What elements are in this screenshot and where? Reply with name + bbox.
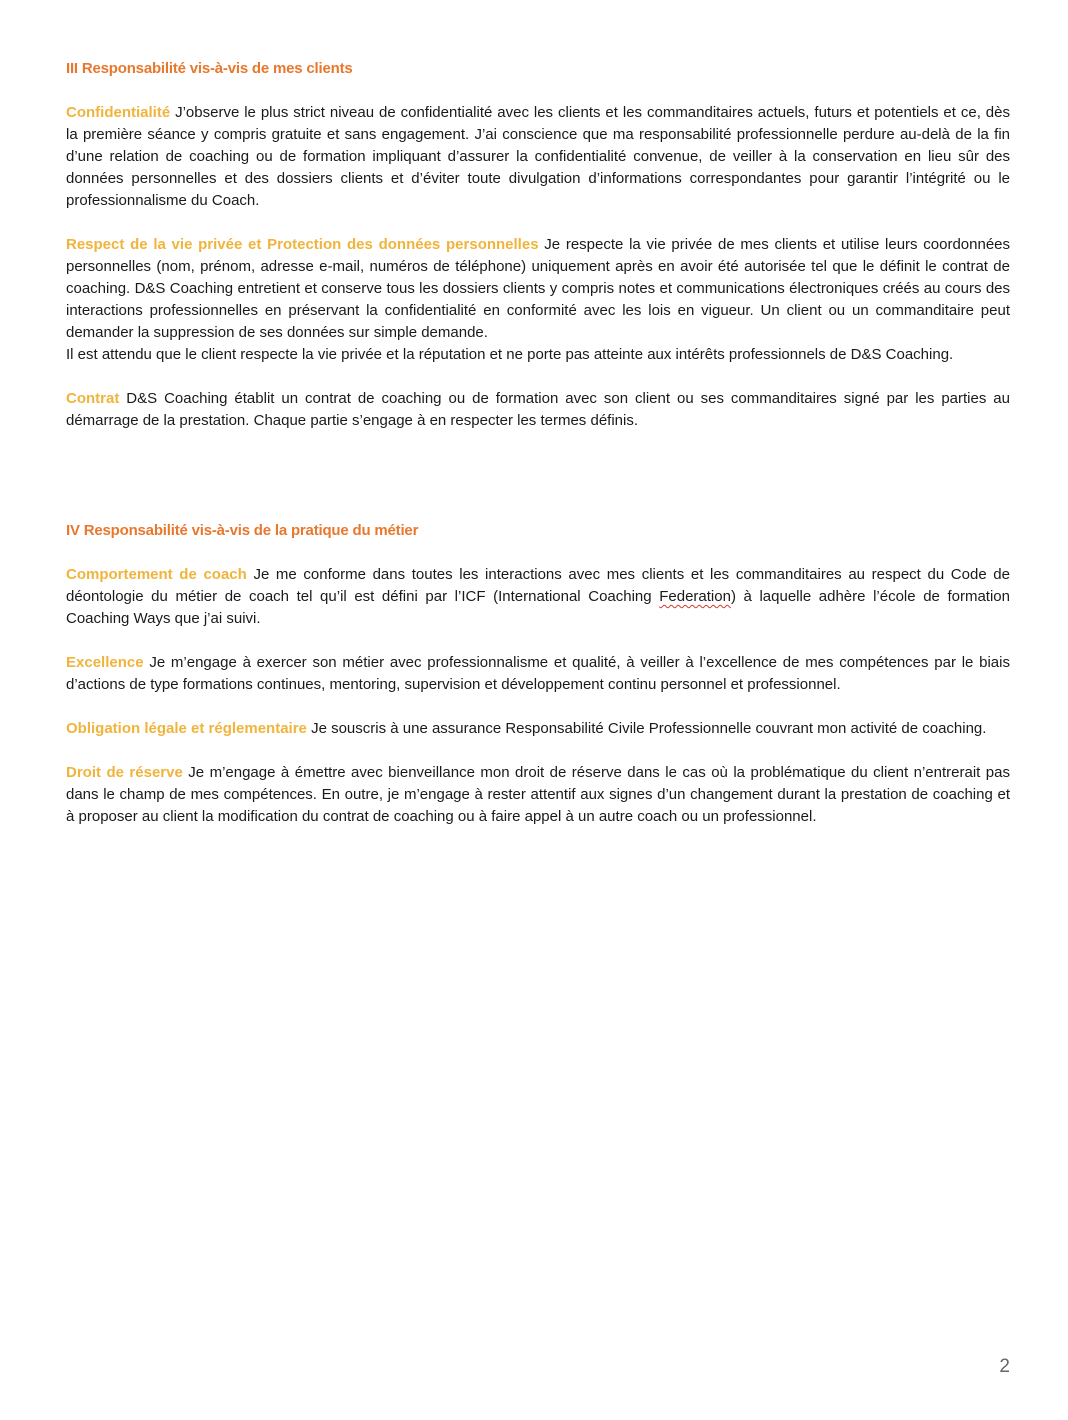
keyword-comportement: Comportement de coach [66, 566, 247, 583]
page-number: 2 [999, 1356, 1010, 1377]
keyword-contrat: Contrat [66, 390, 120, 407]
text-contrat: D&S Coaching établit un contrat de coaching ou de formation avec son client ou ses commanditaires signé par les parties au démarrage de la prestation. Chaque partie s’engage à en respecter les termes définis. [66, 390, 1010, 429]
text-comportement-before: Je me conforme dans toutes les interactions avec mes clients et les commanditaires au respect du Code de déontologie du métier de coach tel qu’il est défini par l’ICF (International Coaching [66, 566, 1010, 605]
paragraph-vie-privee-client: Il est attendu que le client respecte la vie privée et la réputation et ne porte pas atteinte aux intérêts professionnels de D&S Coaching. [66, 346, 954, 363]
paragraph-obligation [66, 718, 1010, 740]
text-vie-privee: Je respecte la vie privée de mes clients et utilise leurs coordonnées personnelles (nom, prénom, adresse e-mail, numéros de téléphone) uniquement après en avoir été autorisée tel que le définit le contrat de coaching. D&S Coaching entretient et conserve tous les dossiers clients y compris notes et communications électroniques créés au cours des interactions professionnelles en préservant la confidentialité en conformité avec les lois en vigueur. Un client ou un commanditaire peut demander la suppression de ses données sur simple demande. [66, 236, 1011, 341]
paragraph-vie-privee [66, 234, 1010, 344]
document-page [66, 58, 1010, 828]
section-4-title: IV Responsabilité vis-à-vis de la pratique du métier [66, 522, 419, 539]
keyword-vie-privee: Respect de la vie privée et Protection des données personnelles [66, 236, 539, 253]
section-3-title: III Responsabilité vis-à-vis de mes clients [66, 60, 353, 77]
text-obligation: Je souscris à une assurance Responsabilité Civile Professionnelle couvrant mon activité de coaching. [306, 720, 987, 737]
keyword-obligation: Obligation légale et réglementaire [66, 720, 307, 737]
spellcheck-flagged-word: Federation [659, 588, 731, 605]
text-comportement-after: ) à laquelle adhère l’école de formation Coaching Ways que j’ai suivi. [66, 588, 1010, 627]
paragraph-confidentialite [66, 102, 1010, 212]
paragraph-comportement [66, 564, 1010, 630]
paragraph-droit-reserve [66, 762, 1010, 828]
paragraph-contrat [66, 388, 1010, 432]
text-droit-reserve: Je m’engage à émettre avec bienveillance mon droit de réserve dans le cas où la problématique du client n’entrerait pas dans le champ de mes compétences. En outre, je m’engage à rester attentif aux signes d’un changement durant la prestation de coaching et à proposer au client la modification du contrat de coaching ou à faire appel à un autre coach ou un professionnel. [66, 764, 1010, 825]
paragraph-excellence [66, 652, 1010, 696]
keyword-excellence: Excellence [66, 654, 144, 671]
text-excellence: Je m’engage à exercer son métier avec professionnalisme et qualité, à veiller à l’excellence de mes compétences par le biais d’actions de type formations continues, mentoring, supervision et développement continu personnel et professionnel. [66, 654, 1010, 693]
keyword-confidentialite: Confidentialité [66, 104, 171, 121]
text-confidentialite: J’observe le plus strict niveau de confidentialité avec les clients et les commanditaires actuels, futurs et potentiels et ce, dès la première séance y compris gratuite et sans engagement. J’ai conscience que ma responsabilité professionnelle perdure au-delà de la fin d’une relation de coaching ou de formation impliquant d’assurer la confidentialité convenue, de veiller à la conservation en lieu sûr des données personnelles et des dossiers clients et d’éviter toute divulgation d’informations correspondantes pour garantir l’intégrité ou le professionnalisme du Coach. [66, 104, 1010, 209]
keyword-droit-reserve: Droit de réserve [66, 764, 183, 781]
